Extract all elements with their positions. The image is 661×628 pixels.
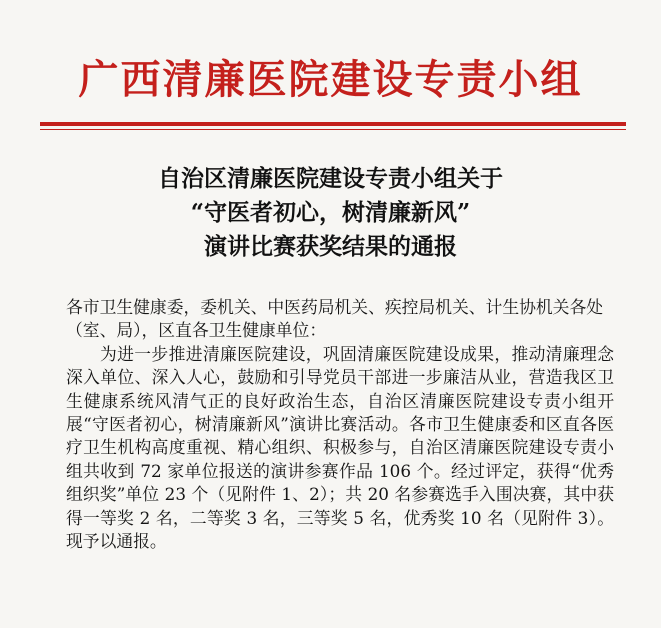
header-red-rule-thick bbox=[40, 122, 626, 126]
document-body bbox=[66, 296, 614, 553]
addressee: 各市卫生健康委，委机关、中医药局机关、疾控局机关、计生协机关各处（室、局），区直各卫生健康单位： bbox=[66, 297, 604, 341]
header-red-rule-thin bbox=[40, 129, 626, 130]
document-title-line-2: “守医者初心，树清廉新风” bbox=[190, 199, 471, 226]
document-title bbox=[0, 162, 661, 264]
document-title-line-1: 自治区清廉医院建设专责小组关于 bbox=[158, 165, 503, 192]
org-header-title: 广西清廉医院建设专责小组 bbox=[78, 57, 583, 103]
body-paragraph-1: 为进一步推进清廉医院建设，巩固清廉医院建设成果，推动清廉理念深入单位、深入人心，鼓励和引导党员干部进一步廉洁从业，营造我区卫生健康系统风清气正的良好政治生态，自治区清廉医院建设专责小组开展“守医者初心，树清廉新风”演讲比赛活动。各市卫生健康委和区直各医疗卫生机构高度重视、精心组织、积极参与，自治区清廉医院建设专责小组共收到 72 家单位报送的演讲参赛作品 106 个。经过评定，获得“优秀组织奖”单位 23 个（见附件 1、2）；共 20 名参赛选手入围决赛，其中获得一等奖 2 名，二等奖 3 名，三等奖 5 名，优秀奖 10 名（见附件 3）。现予以通报。 bbox=[66, 343, 614, 552]
document-title-line-3: 演讲比赛获奖结果的通报 bbox=[204, 233, 457, 260]
